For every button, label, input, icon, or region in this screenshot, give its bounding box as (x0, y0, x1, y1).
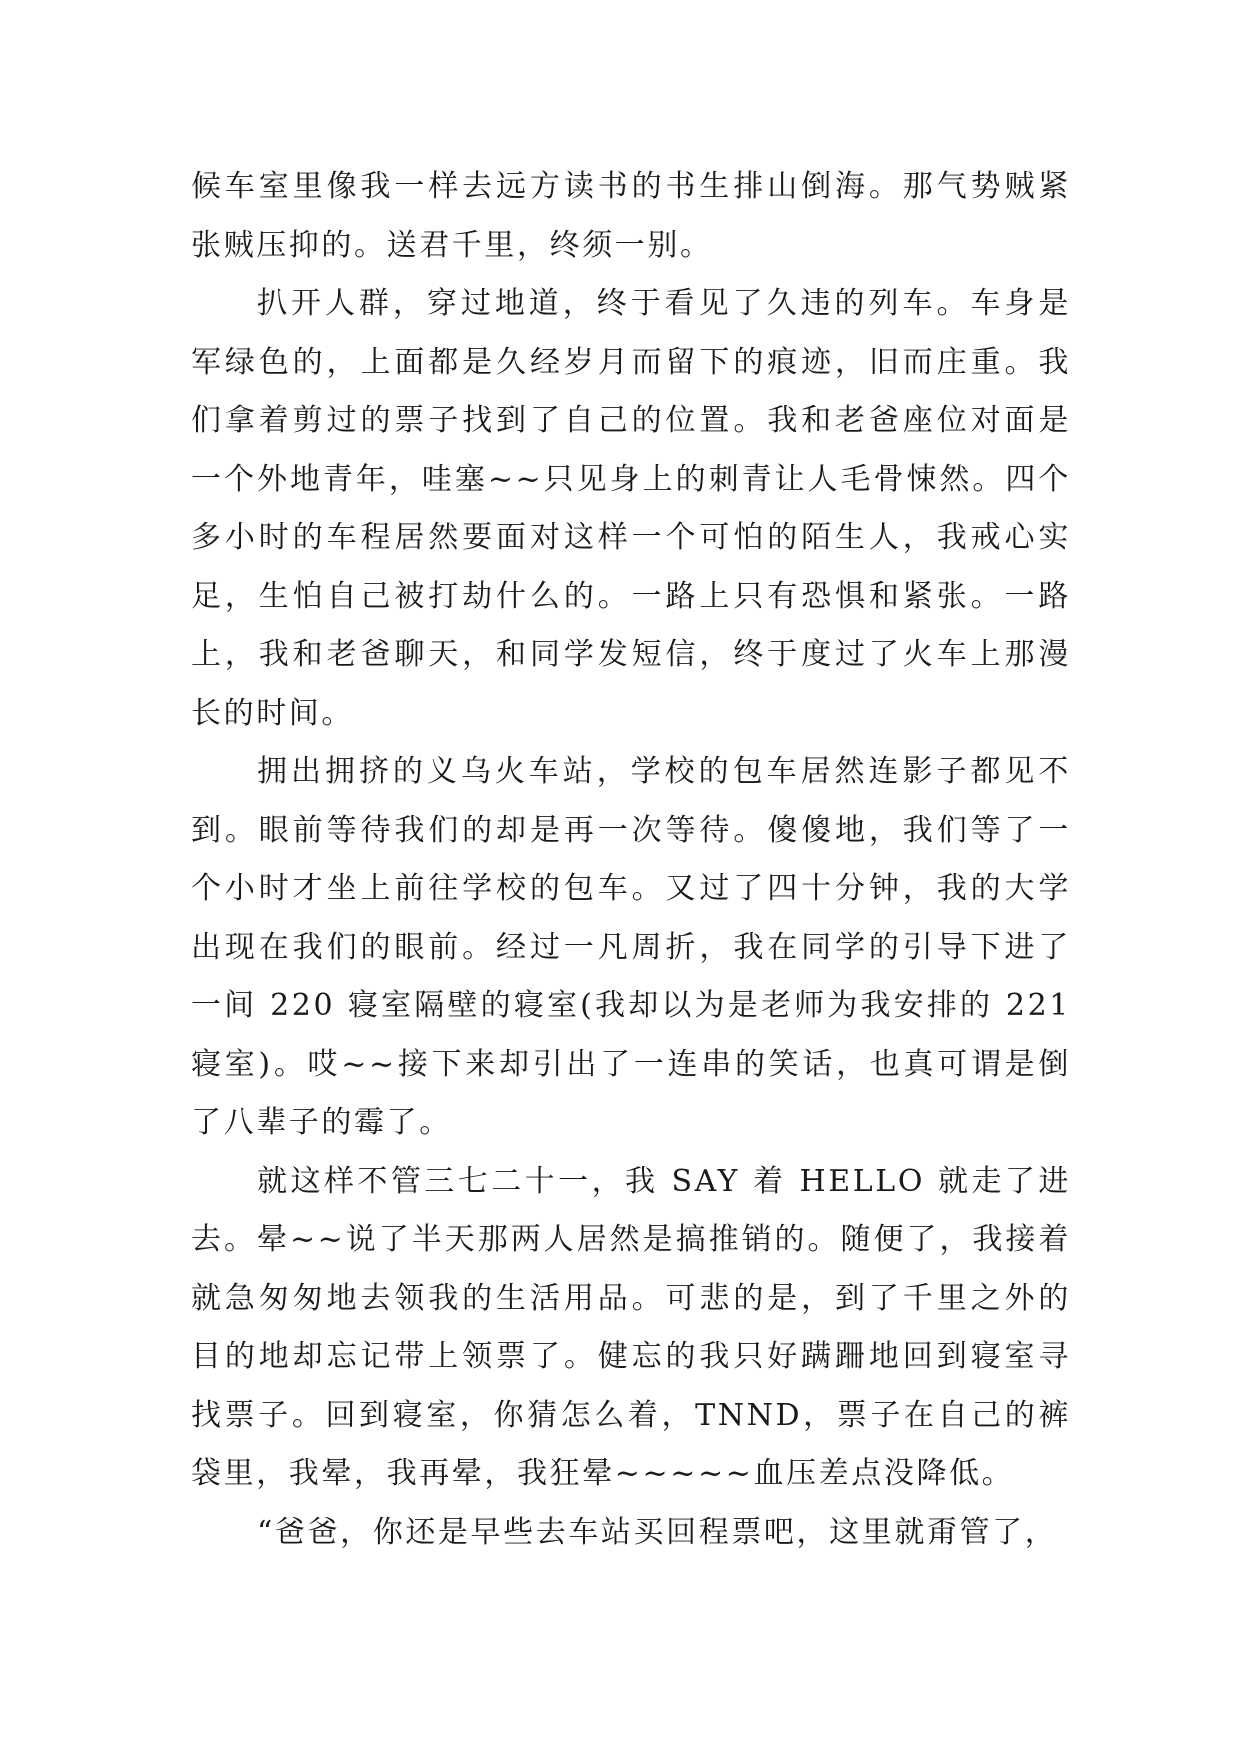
paragraph: “爸爸，你还是早些去车站买回程票吧，这里就甭管了， (257, 1514, 1058, 1550)
paragraph: 就这样不管三七二十一，我 SAY 着 HELLO 就走了进去。晕~~说了半天那两人居然是搞推销的。随便了，我接着就急匆匆地去领我的生活用品。可悲的是，到了千里之外的目的地却忘记带上领票了。健忘的我只好蹒跚地回到寝室寻找票子。回到寝室，你猜怎么着，TNND，票子在自己的裤袋里，我晕，我再晕，我狂晕~~~~~血压差点没降低。 (191, 1163, 1071, 1491)
paragraph: 候车室里像我一样去远方读书的书生排山倒海。那气势贼紧张贼压抑的。送君千里，终须一别。 (191, 169, 1071, 263)
paragraph: 拥出拥挤的义乌火车站，学校的包车居然连影子都见不到。眼前等待我们的却是再一次等待。傻傻地，我们等了一个小时才坐上前往学校的包车。又过了四十分钟，我的大学出现在我们的眼前。经过一凡周折，我在同学的引导下进了一间 220 寝室隔壁的寝室(我却以为是老师为我安排的 221 寝室)。哎~~接下来却引出了一连串的笑话，也真可谓是倒了八辈子的霉了。 (191, 754, 1071, 1140)
paragraph: 扒开人群，穿过地道，终于看见了久违的列车。车身是军绿色的，上面都是久经岁月而留下的痕迹，旧而庄重。我们拿着剪过的票子找到了自己的位置。我和老爸座位对面是一个外地青年，哇塞~~只见身上的刺青让人毛骨悚然。四个多小时的车程居然要面对这样一个可怕的陌生人，我戒心实足，生怕自己被打劫什么的。一路上只有恐惧和紧张。一路上，我和老爸聊天，和同学发短信，终于度过了火车上那漫长的时间。 (191, 286, 1071, 731)
body-text (191, 158, 1071, 1562)
